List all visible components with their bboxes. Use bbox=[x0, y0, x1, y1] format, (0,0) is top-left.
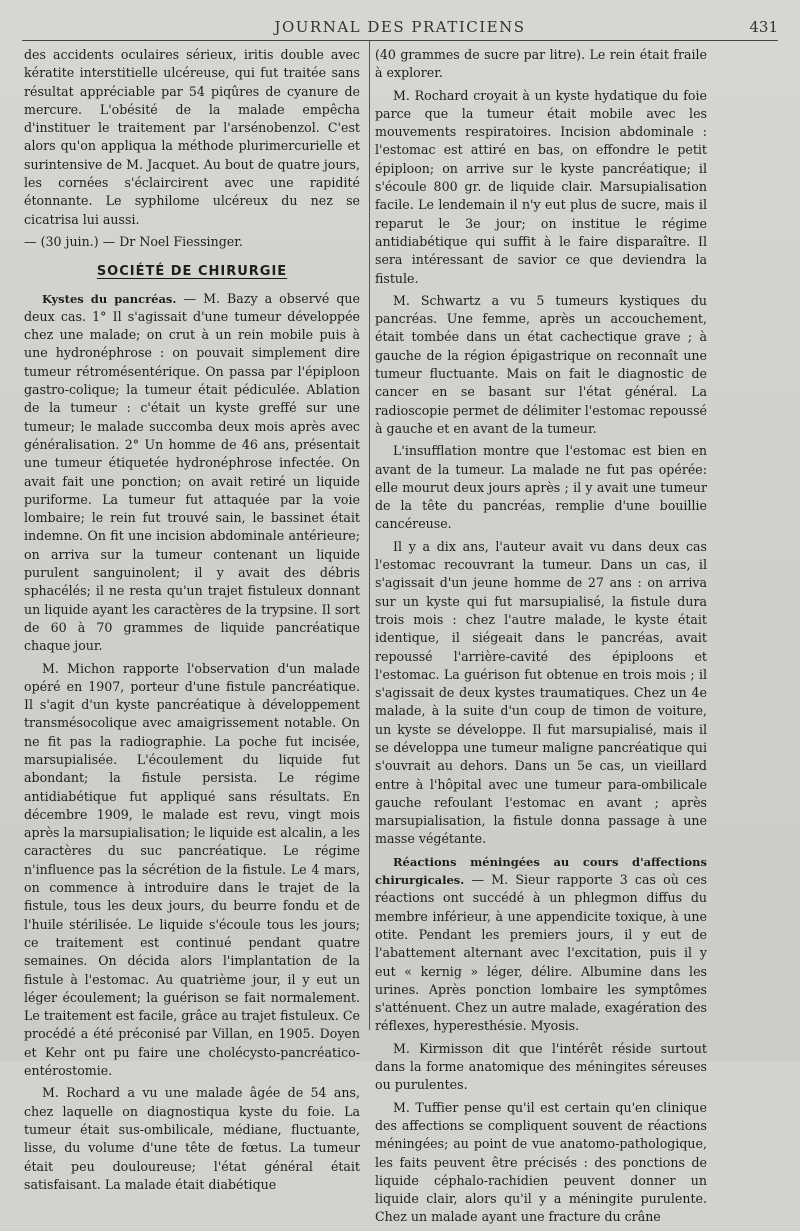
journal-title: JOURNAL DES PRATICIENS bbox=[274, 18, 526, 36]
paragraph: M. Tuffier pense qu'il est certain qu'en clinique des affections se compliquent souvent de réactions méningées; au point de vue anatomo-pathologique, les faits peuvent être précisés : des ponctions de liquide céphalo-rachidien peuvent donner un liquide clair, alors qu'il y a méningite purulente. Chez un malade ayant une fracture du crâne bbox=[375, 1099, 707, 1225]
column-divider bbox=[369, 40, 370, 1030]
subheading: Kystes du pancréas. bbox=[42, 291, 177, 306]
right-column bbox=[375, 46, 707, 1231]
paragraph: des accidents oculaires sérieux, iritis double avec kératite interstitielle ulcéreuse, qui fut traitée sans résultat appréciable par 54 piqûres de cyanure de mercure. L'obésité de la malade empêcha d'instituer le traitement par l'arsénobenzol. C'est alors qu'on appliqua la méthode plurimercurielle et surintensive de M. Jacquet. Au bout de quatre jours, les cornées s'éclaircirent avec une rapidité étonnante. Le syphilome ulcéreux du nez se cicatrisa lui aussi. bbox=[24, 47, 360, 227]
page-header bbox=[22, 14, 778, 40]
paragraph: M. Rochard a vu une malade âgée de 54 ans, chez laquelle on diagnostiqua kyste du foie. La tumeur était sus-ombilicale, médiane, fluctuante, lisse, du volume d'une tête de fœtus. La tumeur était peu douloureuse; l'état général était satisfaisant. La malade était diabétique bbox=[24, 1085, 360, 1192]
signature-line: — (30 juin.) — Dr Noel Fiessinger. bbox=[24, 233, 243, 249]
paragraph: M. Schwartz a vu 5 tumeurs kystiques du pancréas. Une femme, après un accouchement, était tombée dans un état cachectique grave ; à gauche de la région épigastrique on reconnaît une tumeur fluctuante. Mais on fait le diagnostic de cancer en se basant sur l'état général. La radioscopie permet de délimiter l'estomac repoussé à gauche et en avant de la tumeur. bbox=[375, 292, 707, 436]
paragraph: Il y a dix ans, l'auteur avait vu dans deux cas l'estomac recouvrant la tumeur. Dans un cas, il s'agissait d'un jeune homme de 27 ans : on arriva sur un kyste qui fut marsupialisé, la fistule dura trois mois : chez l'autre malade, le kyste était identique, il siégeait dans le pancréas, avait repoussé l'arrière-cavité des épiploons et l'estomac. La guérison fut obtenue en trois mois ; il s'agissait de deux kystes traumatiques. Chez un 4e malade, à la suite d'un coup de timon de voiture, un kyste se développe. Il fut marsupialisé, mais il se développa une tumeur maligne pancréatique qui s'ouvrait au dehors. Dans un 5e cas, un vieillard entre à l'hôpital avec une tumeur para-ombilicale gauche refoulant l'estomac en avant ; après marsupialisation, la fistule donna passage à une masse végétante. bbox=[375, 538, 707, 847]
subheading: Réactions méningées au cours d'affections chirurgicales. bbox=[375, 854, 707, 888]
paragraph bbox=[375, 853, 707, 1036]
paragraph: (40 grammes de sucre par litre). Le rein était fraile à explorer. bbox=[375, 47, 707, 81]
left-column bbox=[24, 46, 360, 1198]
section-title: SOCIÉTÉ DE CHIRURGIE bbox=[96, 264, 288, 280]
paragraph: L'insufflation montre que l'estomac est bien en avant de la tumeur. La malade ne fut pas opérée: elle mourut deux jours après ; il y avait une tumeur de la tête du pancréas, remplie d'une bouillie cancéreuse. bbox=[375, 443, 707, 532]
paragraph bbox=[24, 290, 360, 656]
paragraph: M. Michon rapporte l'observation d'un malade opéré en 1907, porteur d'une fistule pancréatique. Il s'agit d'un kyste pancréatique à développement transmésocolique avec amaigrissement notable. On ne fit pas la radiographie. La poche fut incisée, marsupialisée. L'écoulement du liquide fut abondant; la fistule persista. Le régime antidiabétique fut appliqué sans résultats. En décembre 1909, le malade est revu, vingt mois après la marsupialisation; le liquide est alcalin, a les caractères du suc pancréatique. Le régime n'influence pas la sécrétion de la fistule. Le 4 mars, on commence à introduire dans le trajet de la fistule, tous les deux jours, du beurre fondu et de l'huile stérilisée. Le liquide s'écoule tous les jours; ce traitement est continué pendant quatre semaines. On décida alors l'implantation de la fistule à l'estomac. Au quatrième jour, il y eut un léger écoulement; la guérison se fait normalement. Le traitement est facile, grâce au trajet fistuleux. Ce procédé a été préconisé par Villan, en 1905. Doyen et Kehr ont pu faire une cholécysto-pancréatico-entérostomie. bbox=[24, 660, 360, 1079]
paragraph-text: — M. Sieur rapporte 3 cas où ces réactions ont succédé à un phlegmon diffus du membre inférieur, à une appendicite toxique, à une otite. Pendant les premiers jours, il y eut de l'abattement alternant avec l'excitation, puis il y eut « kernig » léger, délire. Albumine dans les urines. Après ponction lombaire les symptômes s'atténuent. Chez un autre malade, exagération des réflexes, hyperesthésie. Myosis. bbox=[375, 872, 707, 1034]
header-rule bbox=[22, 40, 778, 41]
paragraph-text: — M. Bazy a observé que deux cas. 1° Il s'agissait d'une tumeur développée chez une malade; on crut à un rein mobile puis à une hydronéphrose : on pouvait simplement dire tumeur rétromésentérique. On passa par l'épiploon gastro-colique; la tumeur était pédiculée. Ablation de la tumeur : c'était un kyste greffé sur une tumeur; le malade succomba deux mois après avec généralisation. 2° Un homme de 46 ans, présentait une tumeur étiquetée hydronéphrose infectée. On avait fait une ponction; on avait retiré un liquide puriforme. La tumeur fut attaquée par la voie lombaire; le rein fut trouvé sain, le bassinet était indemne. On fit une incision abdominale antérieure; on arriva sur la tumeur contenant un liquide purulent sanguinolent; il y avait des débris sphacélés; il ne resta qu'un trajet fistuleux donnant un liquide ayant les caractères de la trypsine. Il sort de 60 à 70 grammes de liquide pancréatique chaque jour. bbox=[24, 290, 360, 654]
page-number: 431 bbox=[749, 18, 778, 36]
paragraph: M. Rochard croyait à un kyste hydatique du foie parce que la tumeur était mobile avec les mouvements respiratoires. Incision abdominale : l'estomac est attiré en bas, on effondre le petit épiploon; on arrive sur le kyste pancréatique; il s'écoule 800 gr. de liquide clair. Marsupialisation facile. Le lendemain il n'y eut plus de sucre, mais il reparut le 3e jour; on institue le régime antidiabétique qui suffit à le faire disparaître. Il sera intéressant de savior ce que deviendra la fistule. bbox=[375, 87, 707, 286]
paragraph: M. Kirmisson dit que l'intérêt réside surtout dans la forme anatomique des méningites séreuses ou purulentes. bbox=[375, 1040, 707, 1093]
